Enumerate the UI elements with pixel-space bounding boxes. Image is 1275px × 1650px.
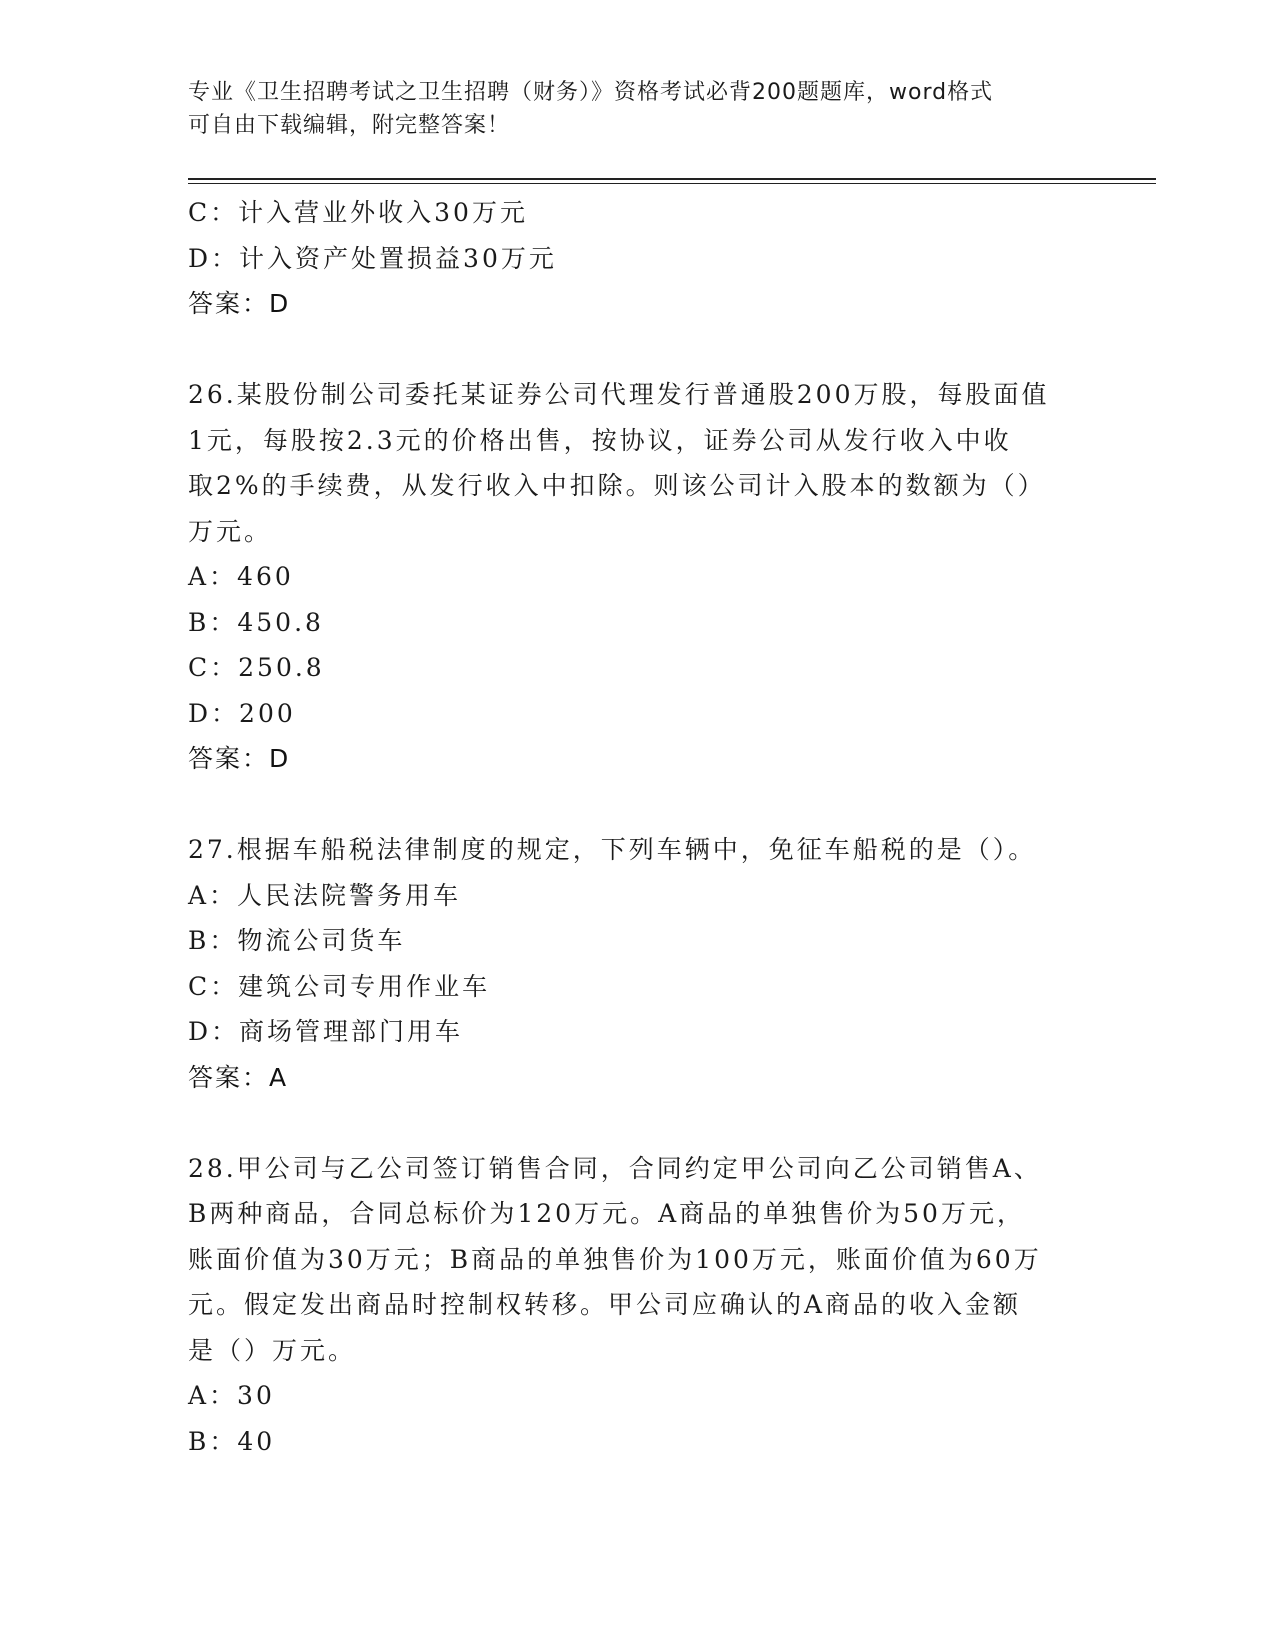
question-27 [188,827,1108,1100]
document-body [188,190,1108,1464]
question-stem: 是（）万元。 [188,1335,357,1365]
spacer [188,1100,1108,1146]
document-header [188,76,1088,142]
option-a: A：人民法院警务用车 [188,880,462,910]
option-b: B：450.8 [188,607,324,637]
answer: 答案：A [188,1062,289,1092]
question-28 [188,1146,1108,1465]
answer: 答案：D [188,289,291,318]
option-d: D：计入资产处置损益30万元 [188,243,557,273]
question-25-tail [188,190,1108,327]
question-stem: 万元。 [188,516,273,546]
option-d: D：200 [188,698,296,728]
header-title-line-2: 可自由下载编辑，附完整答案！ [188,113,511,138]
option-d: D：商场管理部门用车 [188,1017,464,1046]
option-a: A：30 [188,1381,275,1410]
option-c: C：建筑公司专用作业车 [188,971,491,1001]
option-b: B：40 [188,1426,276,1456]
question-stem: 元。假定发出商品时控制权转移。甲公司应确认的A商品的收入金额 [188,1290,1022,1319]
option-c: C：250.8 [188,653,325,682]
option-a: A：460 [188,562,294,591]
option-c: C：计入营业外收入30万元 [188,198,528,227]
question-stem: 27.根据车船税法律制度的规定，下列车辆中，免征车船税的是（）。 [188,835,1037,864]
question-stem: 28.甲公司与乙公司签订销售合同，合同约定甲公司向乙公司销售A、 [188,1153,1042,1183]
question-stem: 26.某股份制公司委托某证券公司代理发行普通股200万股，每股面值 [188,380,1050,409]
header-divider [188,178,1156,184]
question-stem: 账面价值为30万元；B商品的单独售价为100万元，账面价值为60万 [188,1244,1042,1274]
spacer [188,327,1108,373]
header-title-line-1: 专业《卫生招聘考试之卫生招聘（财务）》资格考试必背200题题库，word格式 [188,80,994,105]
question-stem: 取2%的手续费，从发行收入中扣除。则该公司计入股本的数额为（） [188,471,1046,500]
question-stem: B两种商品，合同总标价为120万元。A商品的单独售价为50万元， [188,1199,1025,1228]
question-26 [188,372,1108,782]
option-b: B：物流公司货车 [188,926,406,955]
question-stem: 1元，每股按2.3元的价格出售，按协议，证券公司从发行收入中收 [188,425,1012,455]
answer: 答案：D [188,744,291,773]
spacer [188,782,1108,828]
